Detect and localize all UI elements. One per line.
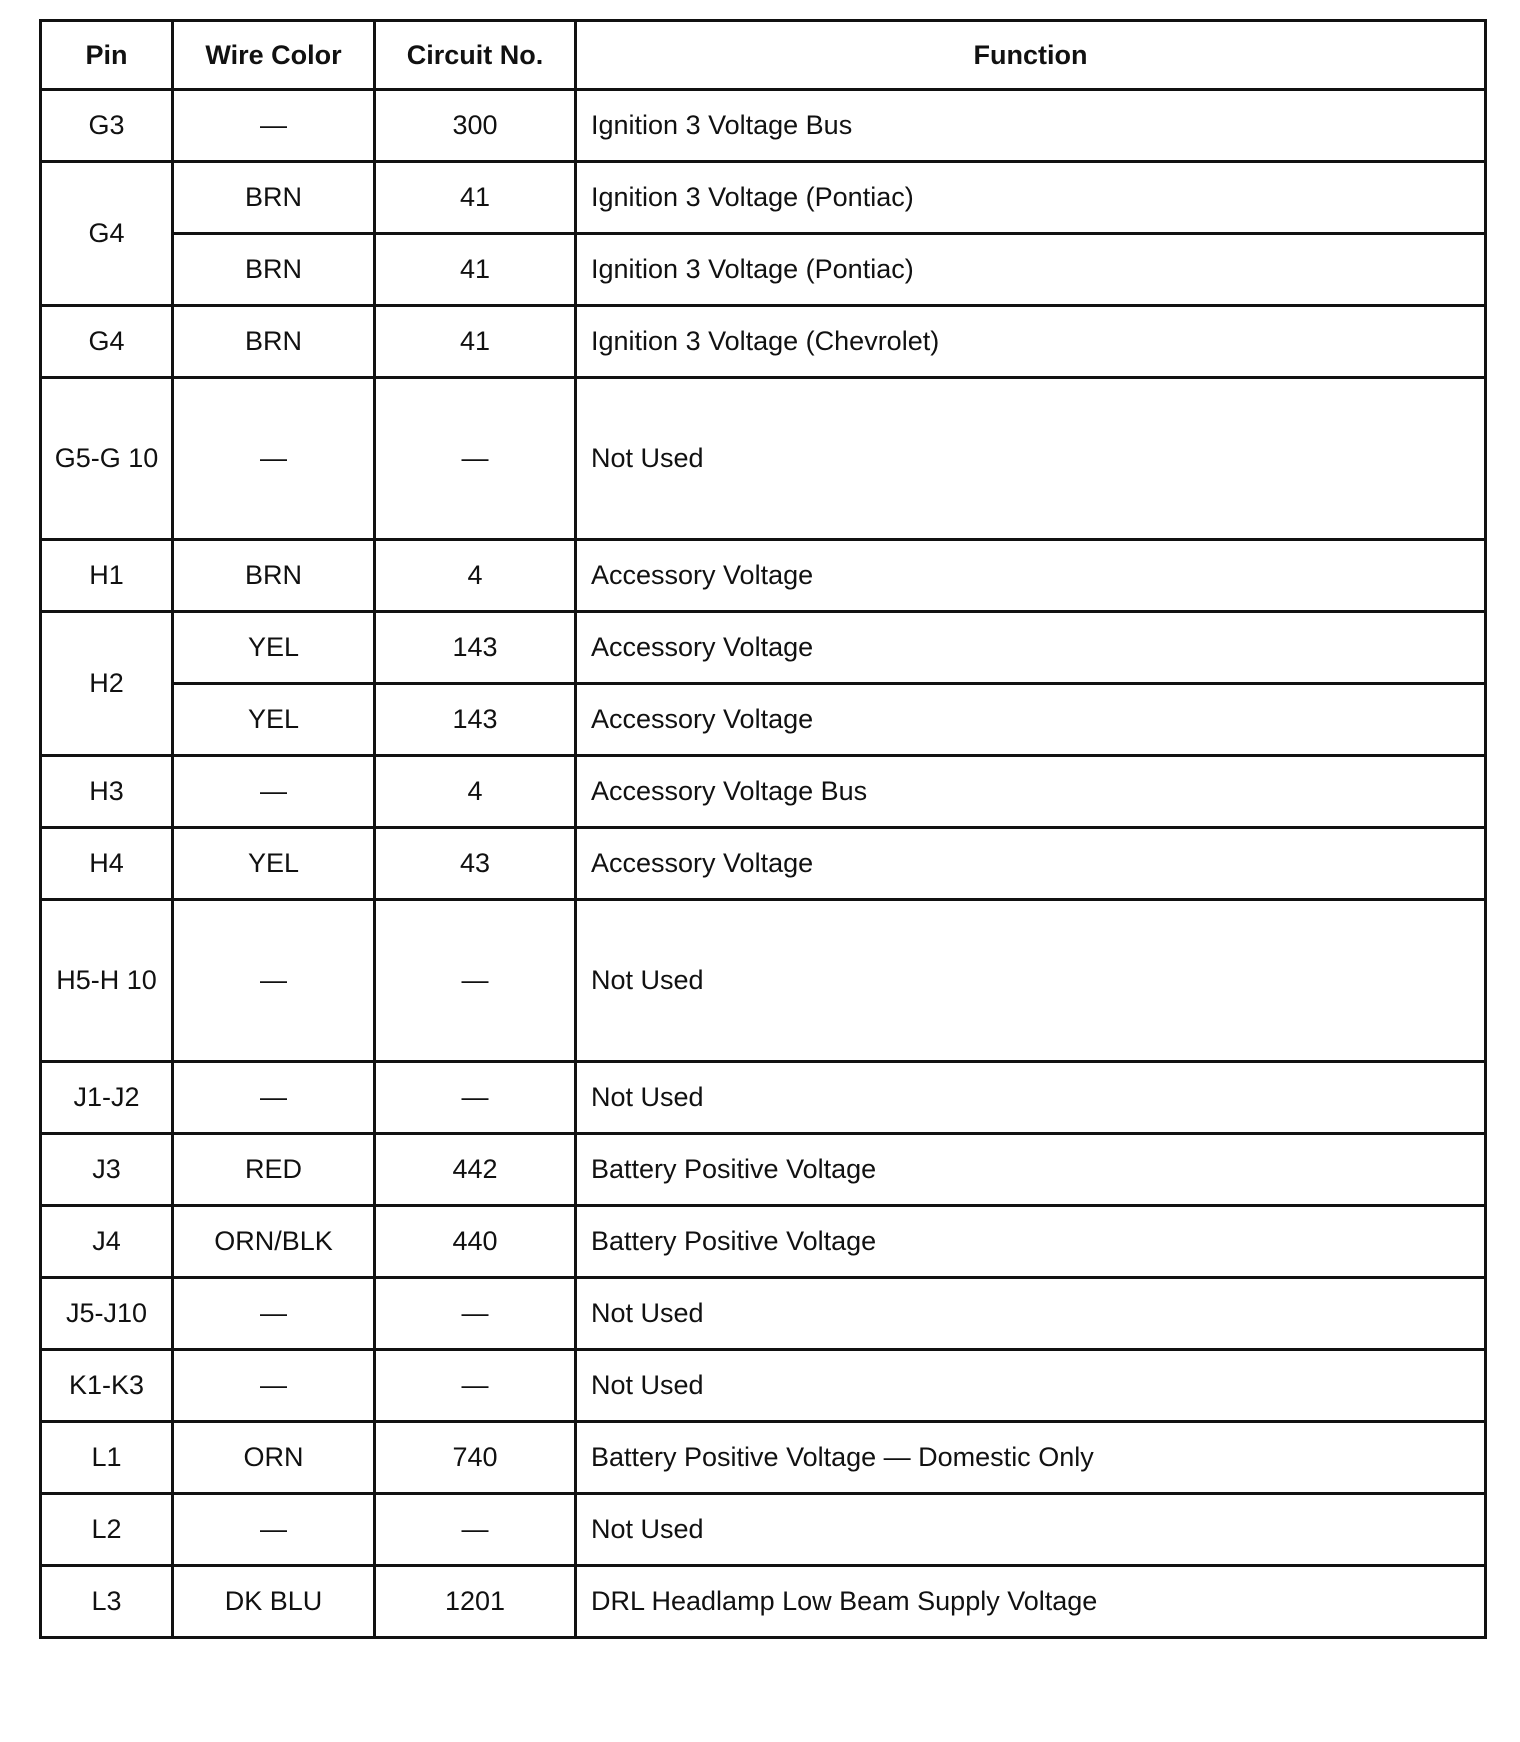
pin-cell: H1 (41, 540, 173, 612)
function-cell: Accessory Voltage Bus (576, 756, 1486, 828)
function-cell: Ignition 3 Voltage (Chevrolet) (576, 306, 1486, 378)
table-header (41, 21, 1486, 90)
function-cell: DRL Headlamp Low Beam Supply Voltage (576, 1566, 1486, 1638)
header-circuit-no: Circuit No. (375, 21, 576, 90)
function-cell: Battery Positive Voltage (576, 1206, 1486, 1278)
table-row (41, 90, 1486, 162)
table-row (41, 1134, 1486, 1206)
table-row (41, 1494, 1486, 1566)
pin-cell: G4 (41, 306, 173, 378)
circuit-no-cell: 41 (375, 162, 576, 234)
function-cell: Accessory Voltage (576, 540, 1486, 612)
table-row (41, 1206, 1486, 1278)
table-row (41, 1062, 1486, 1134)
circuit-no-cell: — (375, 1278, 576, 1350)
wire-color-cell: — (173, 378, 375, 540)
pin-cell: H5-H 10 (41, 900, 173, 1062)
wire-color-cell: YEL (173, 612, 375, 684)
function-cell: Not Used (576, 1062, 1486, 1134)
table-body (41, 90, 1486, 1638)
wire-color-cell: ORN (173, 1422, 375, 1494)
wire-color-cell: RED (173, 1134, 375, 1206)
wire-color-cell: — (173, 1278, 375, 1350)
circuit-no-cell: — (375, 1350, 576, 1422)
header-pin: Pin (41, 21, 173, 90)
function-cell: Not Used (576, 1350, 1486, 1422)
table-row (41, 306, 1486, 378)
circuit-no-cell: 143 (375, 684, 576, 756)
function-cell: Not Used (576, 378, 1486, 540)
circuit-no-cell: 740 (375, 1422, 576, 1494)
circuit-no-cell: — (375, 1494, 576, 1566)
wire-color-cell: — (173, 1494, 375, 1566)
pin-cell: G4 (41, 162, 173, 306)
pin-cell: L3 (41, 1566, 173, 1638)
wire-color-cell: YEL (173, 684, 375, 756)
table-row (41, 612, 1486, 684)
wire-color-cell: BRN (173, 306, 375, 378)
wire-color-cell: DK BLU (173, 1566, 375, 1638)
function-cell: Accessory Voltage (576, 612, 1486, 684)
wire-color-cell: BRN (173, 540, 375, 612)
wire-color-cell: — (173, 90, 375, 162)
wire-color-cell: BRN (173, 234, 375, 306)
pin-cell: J5-J10 (41, 1278, 173, 1350)
table-row (41, 1422, 1486, 1494)
table-row (41, 1566, 1486, 1638)
table-row (41, 1278, 1486, 1350)
table-row (41, 756, 1486, 828)
function-cell: Not Used (576, 900, 1486, 1062)
pin-cell: J3 (41, 1134, 173, 1206)
table-row (41, 234, 1486, 306)
circuit-no-cell: — (375, 1062, 576, 1134)
wire-color-cell: — (173, 900, 375, 1062)
table-row (41, 540, 1486, 612)
pin-cell: H2 (41, 612, 173, 756)
table-row (41, 684, 1486, 756)
function-cell: Battery Positive Voltage (576, 1134, 1486, 1206)
circuit-no-cell: 4 (375, 756, 576, 828)
wire-color-cell: — (173, 1062, 375, 1134)
pin-cell: J4 (41, 1206, 173, 1278)
circuit-no-cell: 4 (375, 540, 576, 612)
circuit-no-cell: 43 (375, 828, 576, 900)
header-row (41, 21, 1486, 90)
table-row (41, 900, 1486, 1062)
function-cell: Accessory Voltage (576, 684, 1486, 756)
pin-cell: G5-G 10 (41, 378, 173, 540)
pin-table (39, 19, 1487, 1639)
circuit-no-cell: 143 (375, 612, 576, 684)
pin-cell: J1-J2 (41, 1062, 173, 1134)
pin-cell: H3 (41, 756, 173, 828)
circuit-no-cell: 440 (375, 1206, 576, 1278)
pin-cell: K1-K3 (41, 1350, 173, 1422)
wire-color-cell: YEL (173, 828, 375, 900)
header-wire-color: Wire Color (173, 21, 375, 90)
pin-cell: H4 (41, 828, 173, 900)
function-cell: Ignition 3 Voltage (Pontiac) (576, 234, 1486, 306)
function-cell: Accessory Voltage (576, 828, 1486, 900)
table-row (41, 378, 1486, 540)
table-row (41, 1350, 1486, 1422)
wire-color-cell: — (173, 1350, 375, 1422)
wire-color-cell: — (173, 756, 375, 828)
wire-color-cell: ORN/BLK (173, 1206, 375, 1278)
pin-cell: G3 (41, 90, 173, 162)
circuit-no-cell: 41 (375, 306, 576, 378)
function-cell: Battery Positive Voltage — Domestic Only (576, 1422, 1486, 1494)
header-function: Function (576, 21, 1486, 90)
circuit-no-cell: 1201 (375, 1566, 576, 1638)
function-cell: Ignition 3 Voltage (Pontiac) (576, 162, 1486, 234)
table-row (41, 828, 1486, 900)
wire-color-cell: BRN (173, 162, 375, 234)
function-cell: Not Used (576, 1278, 1486, 1350)
pin-cell: L2 (41, 1494, 173, 1566)
circuit-no-cell: — (375, 378, 576, 540)
circuit-no-cell: — (375, 900, 576, 1062)
circuit-no-cell: 442 (375, 1134, 576, 1206)
function-cell: Not Used (576, 1494, 1486, 1566)
function-cell: Ignition 3 Voltage Bus (576, 90, 1486, 162)
circuit-no-cell: 300 (375, 90, 576, 162)
table-row (41, 162, 1486, 234)
pin-cell: L1 (41, 1422, 173, 1494)
circuit-no-cell: 41 (375, 234, 576, 306)
